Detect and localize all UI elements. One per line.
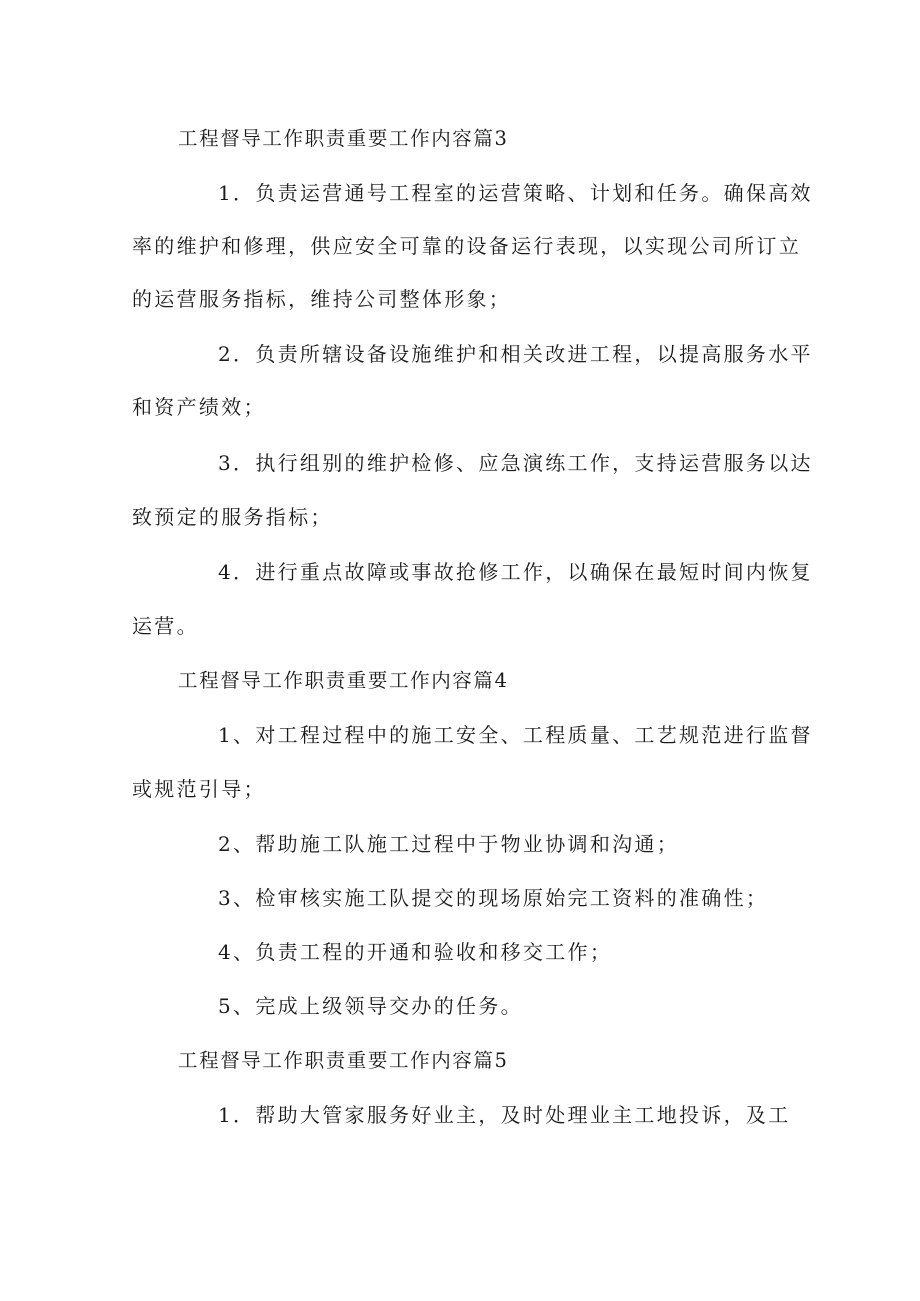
section-3-item-4-line-2: 运营。 [132,614,199,638]
section-3-item-4-line-1: 4．进行重点故障或事故抢修工作，以确保在最短时间内恢复 [218,560,813,584]
section-3-item-1-line-2: 率的维护和修理，供应安全可靠的设备运行表现，以实现公司所订立 [132,234,801,258]
section-3-item-2-line-1: 2．负责所辖设备设施维护和相关改进工程，以提高服务水平 [218,342,813,366]
section-3-item-3-line-2: 致预定的服务指标； [132,505,333,529]
section-3-item-3-line-1: 3．执行组别的维护检修、应急演练工作，支持运营服务以达 [218,451,813,475]
section-4-item-3: 3、检审核实施工队提交的现场原始完工资料的准确性； [218,886,769,910]
section-4-item-2: 2、帮助施工队施工过程中于物业协调和沟通； [218,832,680,856]
section-4-heading: 工程督导工作职责重要工作内容篇4 [178,669,509,692]
section-3-item-1-line-1: 1．负责运营通号工程室的运营策略、计划和任务。确保高效 [218,181,813,205]
section-4-item-5: 5、完成上级领导交办的任务。 [218,994,523,1018]
section-4-item-1-line-1: 1、对工程过程中的施工安全、工程质量、工艺规范进行监督 [218,723,813,747]
section-4-item-1-line-2: 或规范引导； [132,777,266,801]
section-4-item-4: 4、负责工程的开通和验收和移交工作； [218,940,613,964]
section-5-item-1-line-1: 1．帮助大管家服务好业主，及时处理业主工地投诉，及工 [218,1103,791,1127]
section-3-heading: 工程督导工作职责重要工作内容篇3 [178,127,509,150]
section-3-item-2-line-2: 和资产绩效； [132,395,266,419]
section-3-item-1-line-3: 的运营服务指标，维持公司整体形象； [132,287,512,311]
section-5-heading: 工程督导工作职责重要工作内容篇5 [178,1049,509,1072]
